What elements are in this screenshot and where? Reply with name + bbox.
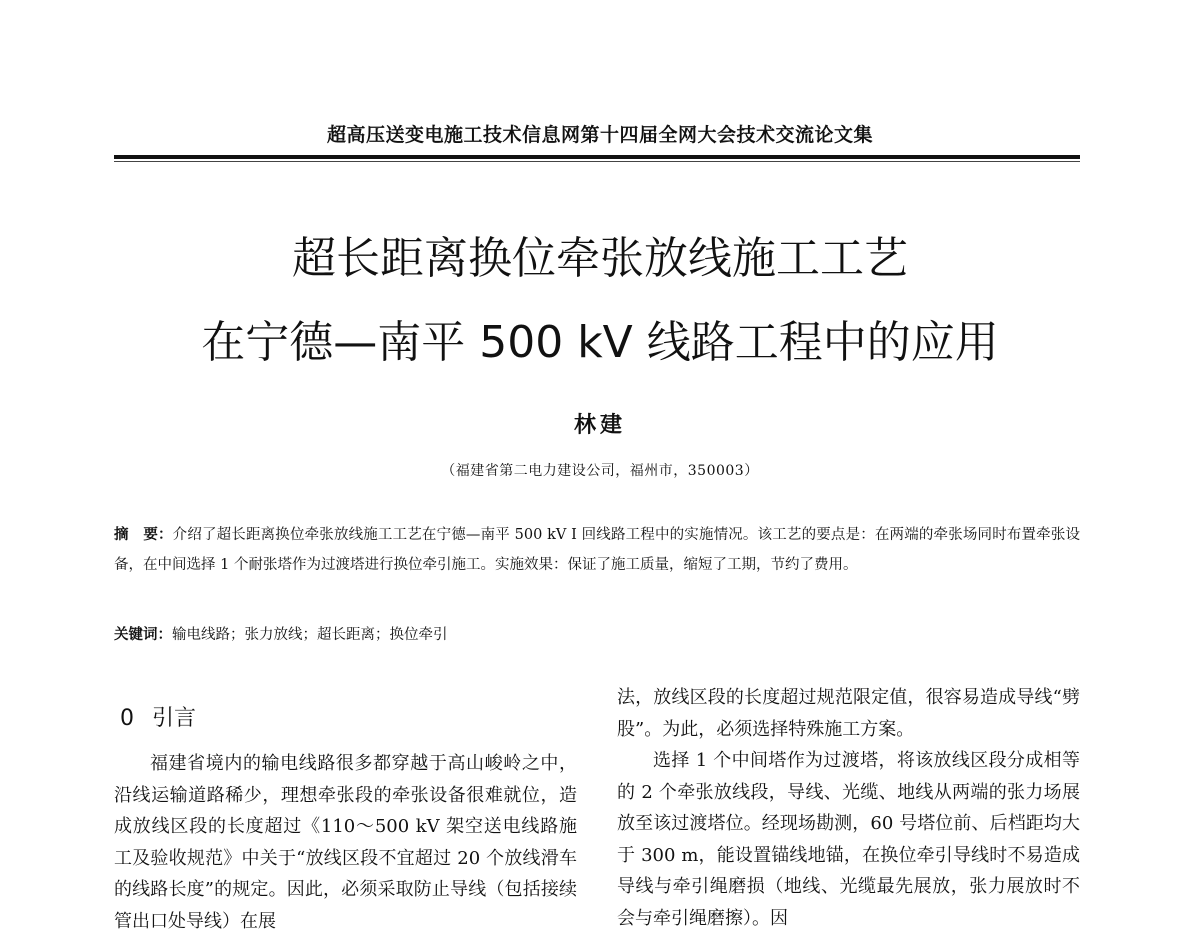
keywords-label: 关键词： [114,626,172,643]
keywords-block [114,620,1080,650]
abstract-block [114,520,1080,580]
journal-header-title: 超高压送变电施工技术信息网第十四届全网大会技术交流论文集 [326,124,873,146]
section-heading [120,701,196,732]
author-affiliation: （福建省第二电力建设公司，福州市，350003） [441,463,759,479]
article-title-line1: 超长距离换位牵张放线施工工艺 [292,233,908,284]
abstract-text: 介绍了超长距离换位牵张放线施工工艺在宁德—南平 500 kV I 回线路工程中的实施情况。该工艺的要点是：在两端的牵张场同时布置牵张设备，在中间选择 1 个耐张塔作为过渡塔进行换位牵引施工。实施效果：保证了施工质量，缩短了工期，节约了费用。 [114,527,1081,573]
header-rule-thin [114,161,1080,162]
body-column-right [617,682,1080,934]
body-column-left [114,748,577,937]
body-paragraph: 选择 1 个中间塔作为过渡塔，将该放线区段分成相等的 2 个牵张放线段，导线、光缆、地线从两端的张力场展放至该过渡塔位。经现场勘测，60 号塔位前、后档距均大于 300 m，能设置锚线地锚，在换位牵引导线时不易造成导线与牵引绳磨损（地线、光缆最先展放，张力展放时不会与牵引绳磨擦）。因 [617,750,1080,929]
article-title-line2: 在宁德—南平 500 kV 线路工程中的应用 [201,317,999,368]
section-number: 0 [120,706,134,731]
author-name: 林建 [573,412,626,438]
header-rule-thick [114,155,1080,159]
body-paragraph: 福建省境内的输电线路很多都穿越于高山峻岭之中，沿线运输道路稀少，理想牵张段的牵张设备很难就位，造成放线区段的长度超过《110～500 kV 架空送电线路施工及验收规范》中关于“放线区段不宜超过 20 个放线滑车的线路长度”的规定。因此，必须采取防止导线（包括接续管出口处导线）在展 [114,753,577,932]
keywords-text: 输电线路；张力放线；超长距离；换位牵引 [172,627,448,643]
abstract-label: 摘 要： [114,526,173,543]
body-paragraph-continued: 法，放线区段的长度超过规范限定值，很容易造成导线“劈股”。为此，必须选择特殊施工方案。 [617,687,1080,740]
section-title: 引言 [152,706,197,731]
